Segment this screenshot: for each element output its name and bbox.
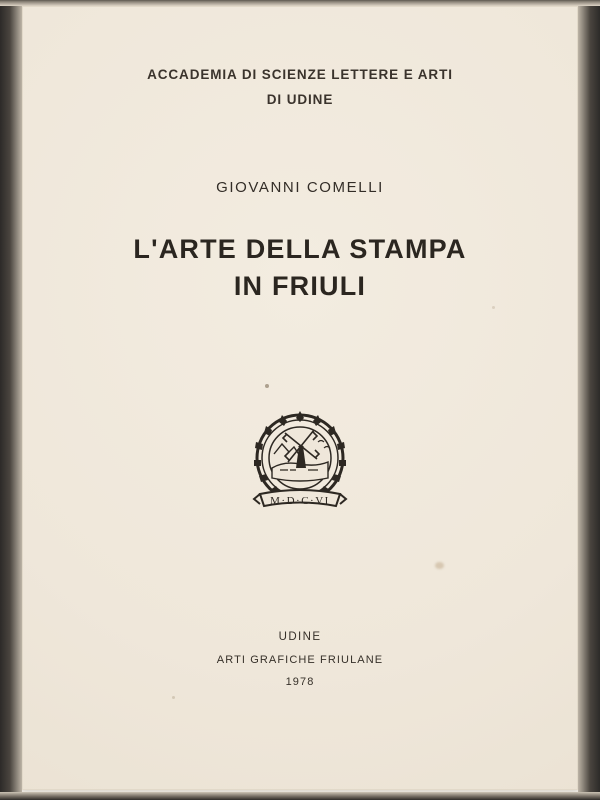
emblem-container bbox=[22, 398, 578, 530]
imprint bbox=[22, 632, 578, 688]
emblem-motto: M·D·C·VI bbox=[270, 495, 330, 507]
title-line-2: IN FRIULI bbox=[233, 271, 367, 302]
imprint-year: 1978 bbox=[285, 675, 315, 688]
imprint-publisher: ARTI GRAFICHE FRIULANE bbox=[216, 653, 384, 666]
printers-device-windmill-icon bbox=[234, 398, 366, 530]
academy-line-1: ACCADEMIA DI SCIENZE LETTERE E ARTI bbox=[147, 67, 453, 82]
scan-edge-bottom bbox=[0, 792, 600, 800]
book-title bbox=[22, 231, 578, 306]
cover-paper bbox=[22, 6, 578, 790]
imprint-city: UDINE bbox=[278, 631, 322, 643]
publisher-academy bbox=[22, 63, 578, 113]
cover-content bbox=[22, 6, 578, 790]
scan-edge-right bbox=[578, 0, 600, 800]
title-line-1: L'ARTE DELLA STAMPA bbox=[133, 234, 467, 264]
author-name: GIOVANNI COMELLI bbox=[216, 179, 384, 196]
academy-line-2: DI UDINE bbox=[266, 91, 334, 107]
scan-edge-left bbox=[0, 0, 22, 800]
scan-edge-top bbox=[0, 0, 600, 6]
